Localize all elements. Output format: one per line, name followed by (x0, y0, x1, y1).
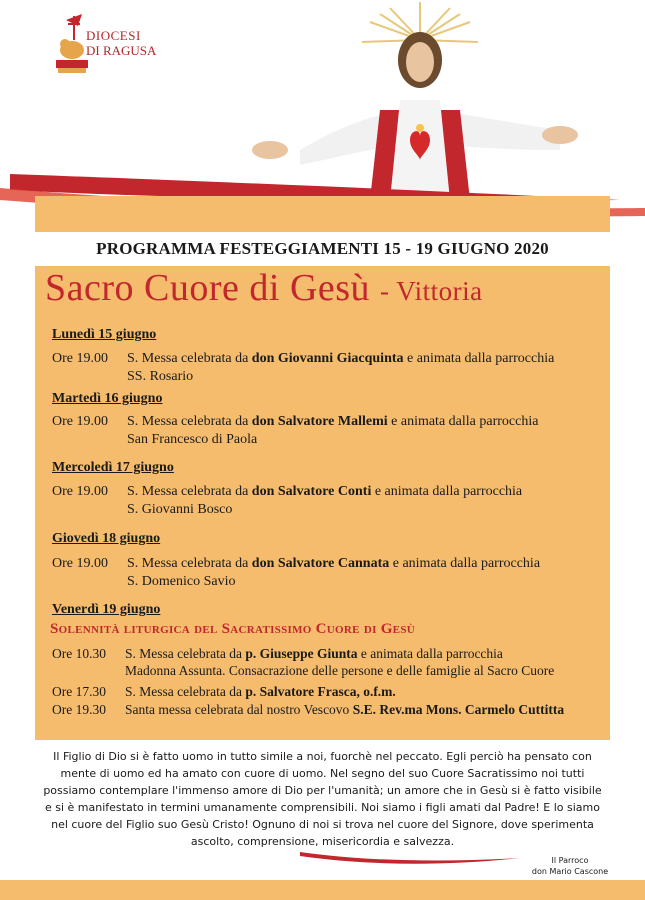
event-text: S. Messa celebrata da don Giovanni Giacquinta e animata dalla parrocchia SS. Rosario (127, 351, 555, 384)
pastoral-message: Il Figlio di Dio si è fatto uomo in tutto simile a noi, fuorchè nel peccato. Egli perciò ha pensato con mente di uomo ed ha amato con cuore di uomo. Nel segno del suo Cuore Sacratissimo noi tutti possiamo contemplare l'immenso amore di Dio per l'umanità; un amore che in Gesù si è fatto visibile e si è manifestato in termini umanamente comprensibili. Noi siamo i figli amati dal Padre! E lo siamo nel cuore del Figlio suo Gesù Cristo! Ognuno di noi si trova nel cuore del Signore, dove sperimenta ascolto, comprensione, misericordia e salvezza. (43, 750, 602, 848)
day-label: Venerdì 19 giugno (52, 602, 161, 617)
event-text: S. Messa celebrata da p. Giuseppe Giunta e animata dalla parrocchia Madonna Assunta. Consacrazione delle persone e delle famiglie al Sacro Cuore (125, 646, 555, 678)
main-title-text: Sacro Cuore di Gesù (45, 267, 371, 309)
celebrant: don Salvatore Cannata (251, 556, 390, 571)
signature (510, 855, 630, 877)
event-text: S. Messa celebrata da don Salvatore Cannata e animata dalla parrocchia S. Domenico Savio (127, 556, 541, 589)
main-title (45, 266, 605, 310)
day-label: Mercoledì 17 giugno (52, 460, 174, 475)
celebrant: S.E. Rev.ma Mons. Carmelo Cuttitta (352, 702, 565, 717)
day-label: Martedì 16 giugno (52, 391, 163, 406)
celebrant: don Salvatore Mallemi (251, 414, 388, 429)
day-label: Lunedì 15 giugno (52, 327, 157, 342)
decorative-swoosh-small (300, 848, 520, 868)
event-text: S. Messa celebrata da don Salvatore Mallemi e animata dalla parrocchia San Francesco di Paola (127, 414, 539, 447)
event-text: S. Messa celebrata da don Salvatore Conti e animata dalla parrocchia S. Giovanni Bosco (127, 484, 523, 517)
parish: S. Giovanni Bosco (127, 502, 233, 517)
signature-name: don Mario Cascone (531, 867, 609, 876)
event-time: Ore 10.30 (52, 646, 106, 661)
parish: SS. Rosario (127, 369, 194, 384)
solennita-heading: Solennità liturgica del Sacratissimo Cuore di Gesù (50, 621, 415, 637)
parish: San Francesco di Paola (127, 432, 258, 447)
main-subtitle: - Vittoria (380, 276, 483, 306)
event-text: Santa messa celebrata dal nostro Vescovo S.E. Rev.ma Mons. Carmelo Cuttitta (125, 702, 565, 717)
event-text: S. Messa celebrata da p. Salvatore Frasca, o.f.m. (125, 684, 396, 699)
signature-role: Il Parroco (551, 856, 589, 865)
logo-text (86, 28, 156, 58)
bottom-band (0, 880, 645, 900)
celebrant: p. Giuseppe Giunta (245, 646, 358, 661)
celebrant: don Salvatore Conti (251, 484, 372, 499)
day-label: Giovedì 18 giugno (52, 531, 161, 546)
program-title: PROGRAMMA FESTEGGIAMENTI 15 - 19 GIUGNO 2020 (96, 239, 549, 258)
parish: S. Domenico Savio (127, 574, 236, 589)
celebrant: p. Salvatore Frasca, o.f.m. (245, 684, 396, 699)
event-time: Ore 19.00 (52, 484, 108, 499)
event-time: Ore 19.00 (52, 556, 108, 571)
event-time: Ore 19.00 (52, 351, 108, 366)
event-detail: Madonna Assunta. Consacrazione delle persone e delle famiglie al Sacro Cuore (125, 663, 555, 678)
event-time: Ore 17.30 (52, 684, 106, 699)
celebrant: don Giovanni Giacquinta (251, 351, 404, 366)
event-time: Ore 19.00 (52, 414, 108, 429)
logo-line2: DI RAGUSA (86, 43, 157, 58)
logo-line1: DIOCESI (86, 28, 141, 43)
event-time: Ore 19.30 (52, 702, 106, 717)
